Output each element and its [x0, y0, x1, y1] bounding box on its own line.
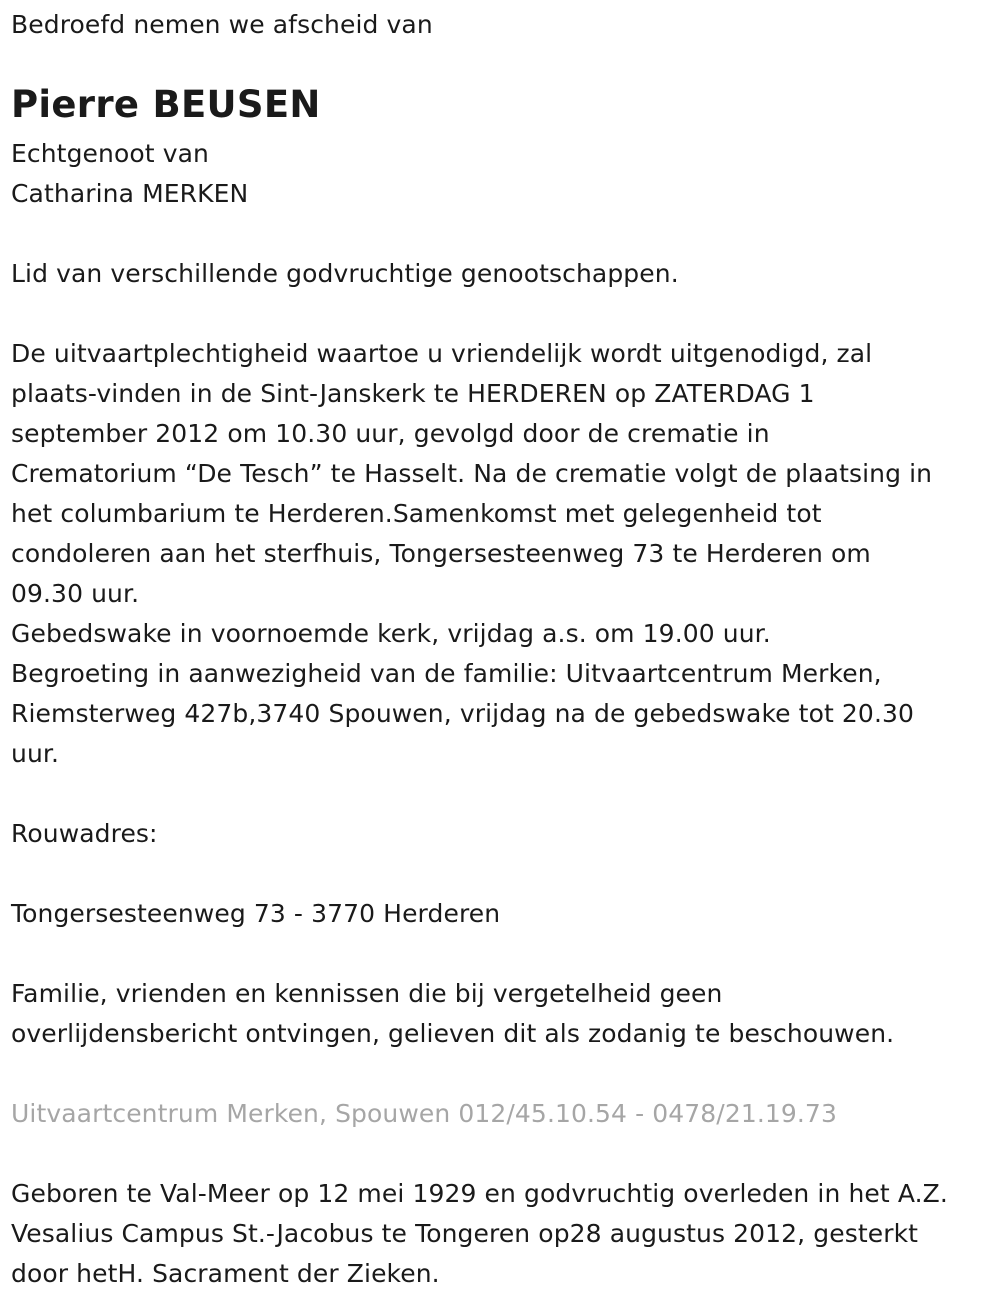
birth-death-line: Geboren te Val-Meer op 12 mei 1929 en godvruchtig overleden in het A.Z. [11, 1179, 948, 1208]
address-label-block [11, 814, 158, 854]
undertaker-contact: Uitvaartcentrum Merken, Spouwen 012/45.10.54 - 0478/21.19.73 [11, 1099, 837, 1128]
ceremony-line: uur. [11, 739, 60, 768]
ceremony-line: Gebedswake in voornoemde kerk, vrijdag a.s. om 19.00 uur. [11, 619, 771, 648]
spouse-line: Echtgenoot van [11, 139, 209, 168]
birth-death-block [11, 1174, 948, 1294]
membership-block [11, 254, 679, 294]
family-block [11, 974, 894, 1054]
mourning-address: Tongersesteenweg 73 - 3770 Herderen [11, 899, 501, 928]
ceremony-line: september 2012 om 10.30 uur, gevolgd door de crematie in [11, 419, 770, 448]
address-label: Rouwadres: [11, 819, 158, 848]
ceremony-line: plaats-vinden in de Sint-Janskerk te HERDEREN op ZATERDAG 1 [11, 379, 815, 408]
ceremony-line: Riemsterweg 427b,3740 Spouwen, vrijdag na de gebedswake tot 20.30 [11, 699, 914, 728]
address-block [11, 894, 500, 934]
ceremony-line: Crematorium “De Tesch” te Hasselt. Na de crematie volgt de plaatsing in [11, 459, 933, 488]
ceremony-block [11, 334, 932, 774]
deceased-name: Pierre BEUSEN [11, 83, 321, 126]
ceremony-line: het columbarium te Herderen.Samenkomst met gelegenheid tot [11, 499, 822, 528]
ceremony-line: condoleren aan het sterfhuis, Tongersesteenweg 73 te Herderen om [11, 539, 871, 568]
intro-text: Bedroefd nemen we afscheid van [11, 10, 433, 39]
ceremony-line: Begroeting in aanwezigheid van de familie: Uitvaartcentrum Merken, [11, 659, 882, 688]
undertaker-block [11, 1094, 837, 1134]
family-line: Familie, vrienden en kennissen die bij vergetelheid geen [11, 979, 723, 1008]
spouse-line: Catharina MERKEN [11, 179, 249, 208]
ceremony-line: De uitvaartplechtigheid waartoe u vriendelijk wordt uitgenodigd, zal [11, 339, 873, 368]
ceremony-line: 09.30 uur. [11, 579, 140, 608]
membership-text: Lid van verschillende godvruchtige genootschappen. [11, 259, 679, 288]
birth-death-line: door hetH. Sacrament der Zieken. [11, 1259, 440, 1288]
family-line: overlijdensbericht ontvingen, gelieven dit als zodanig te beschouwen. [11, 1019, 895, 1048]
spouse-block [11, 134, 248, 214]
birth-death-line: Vesalius Campus St.-Jacobus te Tongeren op28 augustus 2012, gesterkt [11, 1219, 919, 1248]
